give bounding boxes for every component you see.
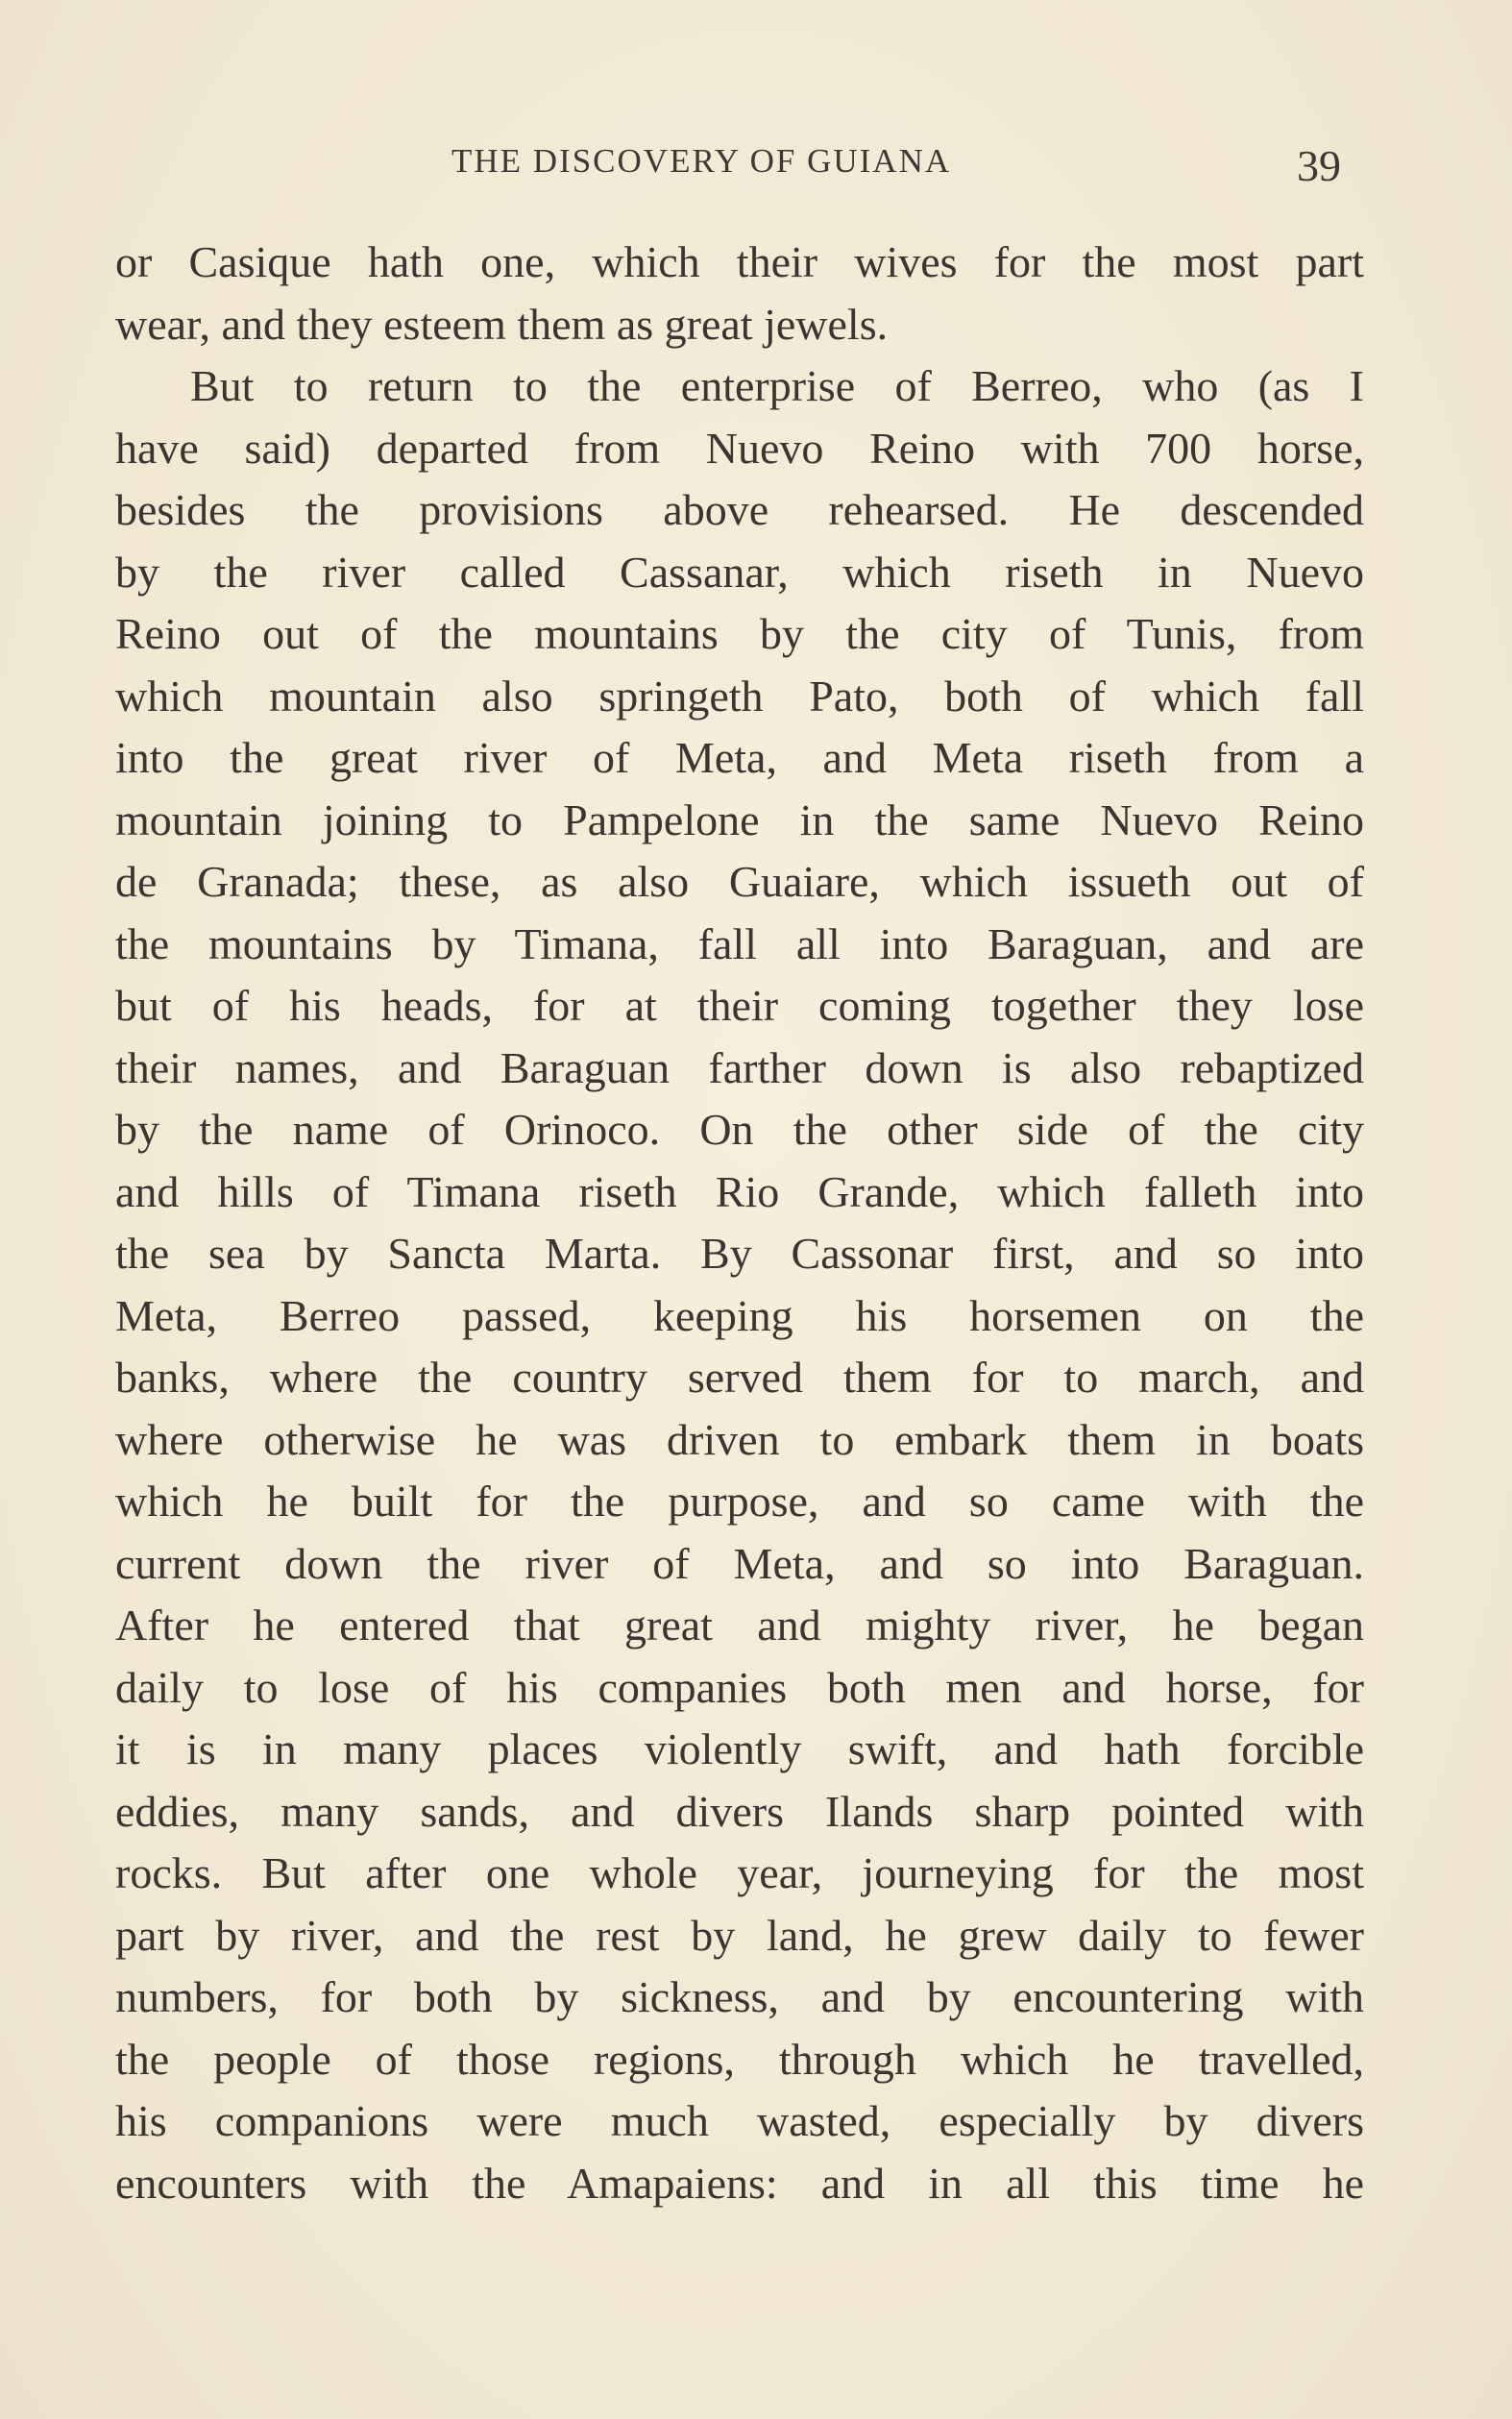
text-line: their names, and Baraguan farther down is also rebaptized (115, 1042, 1364, 1092)
text-line: current down the river of Meta, and so into Baraguan. (115, 1538, 1364, 1588)
text-line: the people of those regions, through which he travelled, (115, 2034, 1364, 2084)
text-line: the mountains by Timana, fall all into Baraguan, and are (115, 918, 1364, 968)
text-line: After he entered that great and mighty river, he began (115, 1600, 1364, 1649)
text-line: part by river, and the rest by land, he grew daily to fewer (115, 1910, 1364, 1960)
text-line: Reino out of the mountains by the city of Tunis, from (115, 609, 1364, 658)
text-line: into the great river of Meta, and Meta riseth from a (115, 733, 1364, 782)
text-line: mountain joining to Pampelone in the same Nuevo Reino (115, 794, 1364, 844)
text-line: which mountain also springeth Pato, both of which fall (115, 671, 1364, 721)
text-line: numbers, for both by sickness, and by encountering with (115, 1972, 1364, 2021)
page-number: 39 (1297, 141, 1341, 190)
text-line: banks, where the country served them for to march, and (115, 1353, 1364, 1402)
text-line: But to return to the enterprise of Berreo, who (as I (190, 361, 1364, 410)
text-line: daily to lose of his companies both men and horse, for (115, 1662, 1364, 1712)
text-line: but of his heads, for at their coming together they lose (115, 981, 1364, 1030)
text-line: his companions were much wasted, especially by divers (115, 2096, 1364, 2145)
text-line: by the river called Cassanar, which riseth in Nuevo (115, 547, 1364, 597)
text-line: Meta, Berreo passed, keeping his horsemen on the (115, 1290, 1364, 1340)
text-line: besides the provisions above rehearsed. He descended (115, 485, 1364, 534)
text-line: rocks. But after one whole year, journeying for the most (115, 1848, 1364, 1897)
running-title: THE DISCOVERY OF GUIANA (451, 142, 952, 180)
text-line: or Casique hath one, which their wives for the most part (115, 237, 1364, 286)
text-line: which he built for the purpose, and so came with the (115, 1477, 1364, 1526)
text-line: where otherwise he was driven to embark them in boats (115, 1414, 1364, 1464)
text-line: and hills of Timana riseth Rio Grande, which falleth into (115, 1166, 1364, 1216)
text-line: the sea by Sancta Marta. By Cassonar first, and so into (115, 1229, 1364, 1278)
text-line: eddies, many sands, and divers Ilands sharp pointed with (115, 1786, 1364, 1836)
text-line: encounters with the Amapaiens: and in all this time he (115, 2158, 1364, 2208)
text-line: have said) departed from Nuevo Reino with 700 horse, (115, 423, 1364, 473)
text-line: by the name of Orinoco. On the other side of the city (115, 1105, 1364, 1154)
text-line: wear, and they esteem them as great jewels. (115, 299, 889, 349)
text-line: it is in many places violently swift, and hath forcible (115, 1724, 1364, 1773)
body-text (115, 232, 1364, 2214)
text-line: de Granada; these, as also Guaiare, which issueth out of (115, 857, 1364, 906)
